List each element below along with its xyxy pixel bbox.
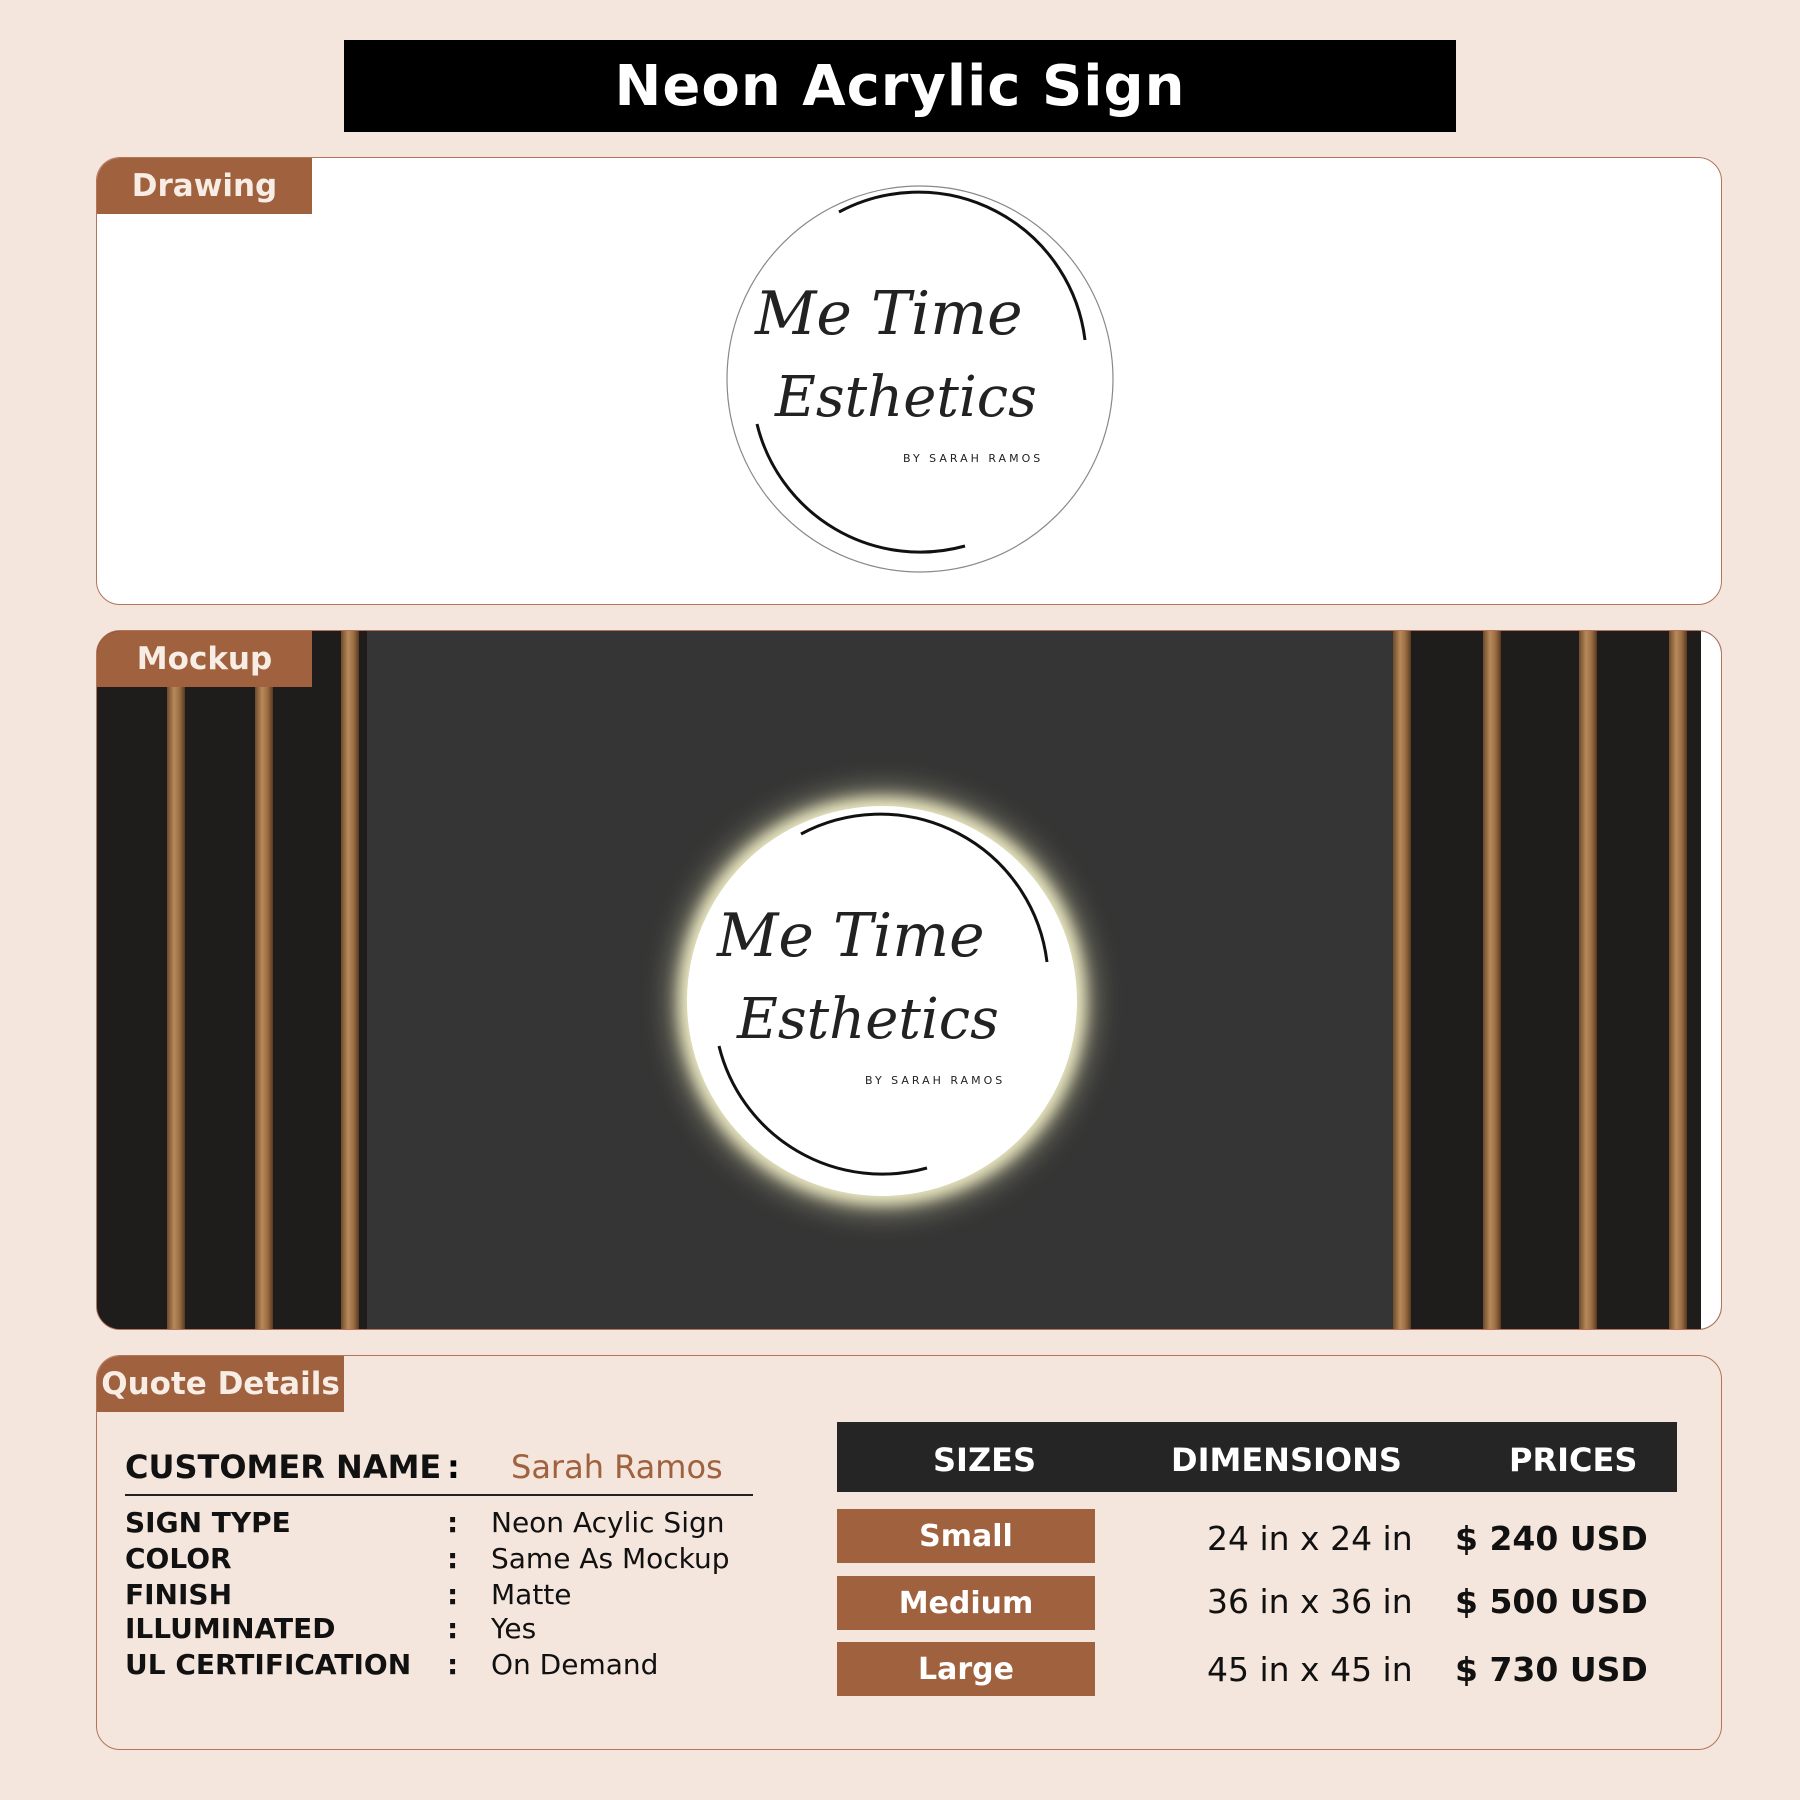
detail-label: ILLUMINATED bbox=[125, 1612, 336, 1645]
customer-name-value: Sarah Ramos bbox=[511, 1448, 723, 1486]
detail-value: Yes bbox=[491, 1612, 537, 1645]
customer-name-colon: : bbox=[447, 1448, 460, 1486]
price-large: $ 730 USD bbox=[1455, 1650, 1648, 1689]
price-small: $ 240 USD bbox=[1455, 1519, 1648, 1558]
wood-slat bbox=[1579, 631, 1597, 1329]
logo-mockup bbox=[687, 806, 1077, 1196]
dimension-medium: 36 in x 36 in bbox=[1207, 1582, 1413, 1621]
detail-label: SIGN TYPE bbox=[125, 1506, 291, 1539]
price-table-header bbox=[837, 1422, 1677, 1492]
customer-name-row bbox=[125, 1448, 753, 1496]
quote-tab: Quote Details bbox=[97, 1356, 344, 1412]
detail-label: FINISH bbox=[125, 1578, 232, 1611]
logo-drawing-line2: Esthetics bbox=[775, 365, 1037, 430]
wood-slat bbox=[255, 631, 273, 1329]
logo-drawing-byline: BY SARAH RAMOS bbox=[903, 452, 1044, 465]
detail-colon: : bbox=[447, 1648, 459, 1681]
logo-mockup-line2: Esthetics bbox=[737, 987, 999, 1052]
detail-colon: : bbox=[447, 1578, 459, 1611]
detail-value: Neon Acylic Sign bbox=[491, 1506, 725, 1539]
wood-slat bbox=[1669, 631, 1687, 1329]
page-title: Neon Acrylic Sign bbox=[344, 40, 1456, 132]
mockup-tab: Mockup bbox=[97, 631, 312, 687]
size-large[interactable]: Large bbox=[837, 1642, 1095, 1696]
detail-label: UL CERTIFICATION bbox=[125, 1648, 412, 1681]
mockup-edge bbox=[1701, 631, 1721, 1329]
size-medium[interactable]: Medium bbox=[837, 1576, 1095, 1630]
customer-name-label: CUSTOMER NAME bbox=[125, 1448, 442, 1486]
dimension-small: 24 in x 24 in bbox=[1207, 1519, 1413, 1558]
detail-value: Same As Mockup bbox=[491, 1542, 730, 1575]
header-dimensions: DIMENSIONS bbox=[1171, 1441, 1402, 1479]
wood-slat bbox=[1393, 631, 1411, 1329]
quote-panel bbox=[96, 1355, 1722, 1750]
drawing-panel bbox=[96, 157, 1722, 605]
header-sizes: SIZES bbox=[933, 1441, 1037, 1479]
header-prices: PRICES bbox=[1509, 1441, 1638, 1479]
logo-drawing-line1: Me Time bbox=[755, 279, 1023, 349]
wood-slat bbox=[341, 631, 359, 1329]
logo-drawing bbox=[725, 184, 1115, 574]
detail-colon: : bbox=[447, 1542, 459, 1575]
price-medium: $ 500 USD bbox=[1455, 1582, 1648, 1621]
mockup-panel bbox=[96, 630, 1722, 1330]
wood-slat bbox=[167, 631, 185, 1329]
logo-mockup-line1: Me Time bbox=[717, 901, 985, 971]
detail-value: On Demand bbox=[491, 1648, 659, 1681]
drawing-tab: Drawing bbox=[97, 158, 312, 214]
detail-label: COLOR bbox=[125, 1542, 232, 1575]
logo-drawing-svg bbox=[725, 184, 1115, 574]
wood-slat bbox=[1483, 631, 1501, 1329]
logo-mockup-byline: BY SARAH RAMOS bbox=[865, 1074, 1006, 1087]
detail-value: Matte bbox=[491, 1578, 572, 1611]
dimension-large: 45 in x 45 in bbox=[1207, 1650, 1413, 1689]
detail-colon: : bbox=[447, 1506, 459, 1539]
logo-mockup-svg bbox=[687, 806, 1077, 1196]
size-small[interactable]: Small bbox=[837, 1509, 1095, 1563]
wall-left bbox=[97, 631, 367, 1329]
detail-colon: : bbox=[447, 1612, 459, 1645]
